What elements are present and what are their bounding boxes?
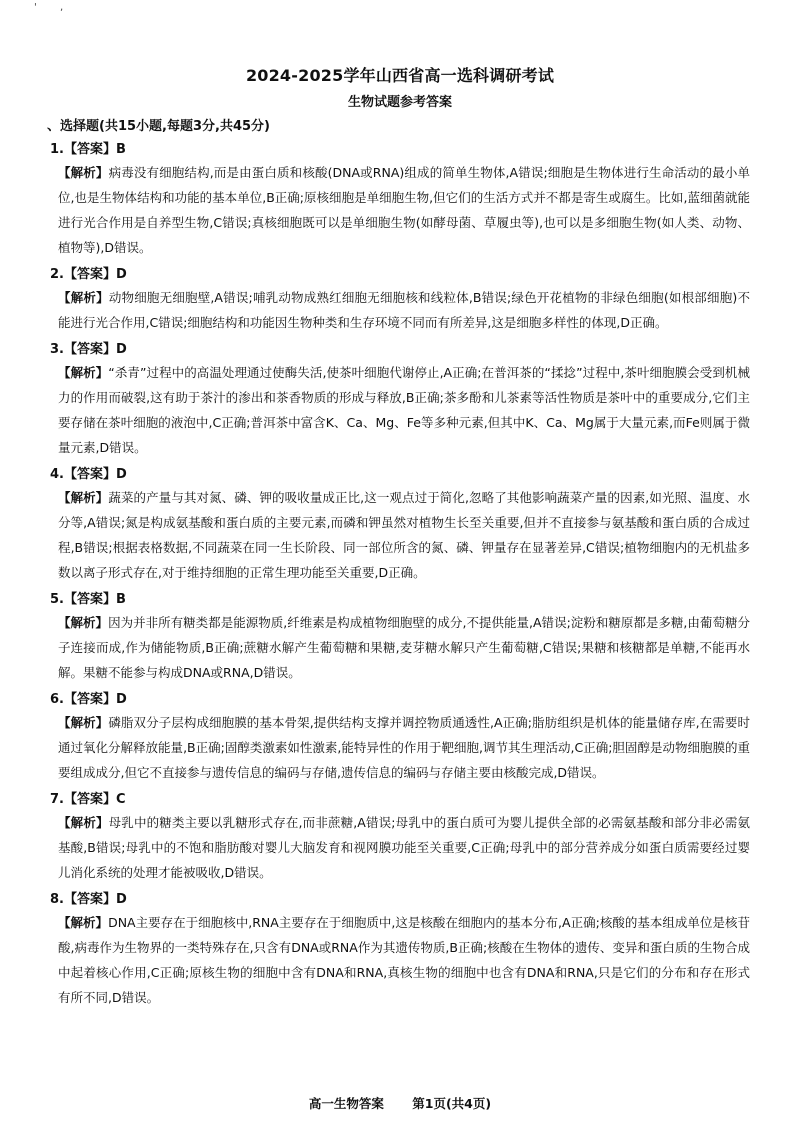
answer-item-6 [50, 689, 750, 785]
answer-item-3 [50, 339, 750, 460]
answer-list [50, 139, 750, 1014]
explanation [58, 710, 750, 785]
explanation-text: 母乳中的糖类主要以乳糖形式存在,而非蔗糖,A错误;母乳中的蛋白质可为婴儿提供全部的必需氨基酸和部分非必需氨基酸,B错误;母乳中的不饱和脂肪酸对婴儿大脑发育和视网膜功能至关重要,C正确;母乳中的部分营养成分如蛋白质需要经过婴儿消化系统的处理才能被吸收,D错误。 [58, 815, 750, 880]
answer-item-4 [50, 464, 750, 585]
explanation-text: 蔬菜的产量与其对氮、磷、钾的吸收量成正比,这一观点过于简化,忽略了其他影响蔬菜产量的因素,如光照、温度、水分等,A错误;氮是构成氨基酸和蛋白质的主要元素,而磷和钾虽然对植物生长至关重要,但并不直接参与氨基酸和蛋白质的合成过程,B错误;根据表格数据,不同蔬菜在同一生长阶段、同一部位所含的氮、磷、钾量存在显著差异,C错误;植物细胞内的无机盐多数以离子形式存在,对于维持细胞的正常生理功能至关重要,D正确。 [58, 490, 750, 580]
section-heading: 、选择题(共15小题,每题3分,共45分) [47, 119, 270, 134]
explanation-text: “杀青”过程中的高温处理通过使酶失活,使茶叶细胞代谢停止,A正确;在普洱茶的“揉捻”过程中,茶叶细胞膜会受到机械力的作用而破裂,这有助于茶汁的渗出和茶香物质的形成与释放,B正确;茶多酚和儿茶素等活性物质是茶叶中的重要成分,它们主要存储在茶叶细胞的液泡中,C正确;普洱茶中富含K、Ca、Mg、Fe等多种元素,但其中K、Ca、Mg属于大量元素,而Fe则属于微量元素,D错误。 [58, 365, 750, 455]
answer-item-8 [50, 889, 750, 1010]
explanation-tag: 【解析】 [58, 165, 109, 180]
answer-label: 7.【答案】C [50, 792, 126, 807]
explanation [58, 285, 750, 335]
answer-label: 8.【答案】D [50, 892, 127, 907]
explanation-tag: 【解析】 [58, 915, 109, 930]
explanation-text: 病毒没有细胞结构,而是由蛋白质和核酸(DNA或RNA)组成的简单生物体,A错误;细胞是生物体进行生命活动的最小单位,也是生物体结构和功能的基本单位,B正确;原核细胞是单细胞生物,但它们的生活方式并不都是寄生或腐生。比如,蓝细菌就能进行光合作用是自养型生物,C错误;真核细胞既可以是单细胞生物(如酵母菌、草履虫等),也可以是多细胞生物(如人类、动物、植物等),D错误。 [58, 165, 750, 255]
explanation-tag: 【解析】 [58, 615, 109, 630]
explanation-tag: 【解析】 [58, 365, 109, 380]
answer-label: 5.【答案】B [50, 592, 126, 607]
answer-item-1 [50, 139, 750, 260]
page-subtitle: 生物试题参考答案 [347, 95, 452, 110]
explanation [58, 160, 750, 260]
explanation-text: 动物细胞无细胞壁,A错误;哺乳动物成熟红细胞无细胞核和线粒体,B错误;绿色开花植物的非绿色细胞(如根部细胞)不能进行光合作用,C错误;细胞结构和功能因生物种类和生存环境不同而有所差异,这是细胞多样性的体现,D正确。 [58, 290, 750, 330]
explanation [58, 810, 750, 885]
explanation [58, 910, 750, 1010]
answer-label: 4.【答案】D [50, 467, 127, 482]
page-footer [0, 1094, 800, 1112]
scan-mark: ' [34, 2, 37, 13]
explanation [58, 485, 750, 585]
answer-label: 2.【答案】D [50, 267, 127, 282]
footer-page-number: 第1页(共4页) [412, 1096, 492, 1111]
explanation-tag: 【解析】 [58, 290, 109, 305]
explanation [58, 360, 750, 460]
footer-subject: 高一生物答案 [308, 1096, 384, 1111]
explanation [58, 610, 750, 685]
scan-mark: , [60, 2, 64, 13]
explanation-tag: 【解析】 [58, 490, 109, 505]
answer-label: 3.【答案】D [50, 342, 127, 357]
answer-item-7 [50, 789, 750, 885]
answer-label: 6.【答案】D [50, 692, 127, 707]
page-title: 2024-2025学年山西省高一选科调研考试 [245, 66, 555, 85]
explanation-tag: 【解析】 [58, 715, 109, 730]
explanation-text: 磷脂双分子层构成细胞膜的基本骨架,提供结构支撑并调控物质通透性,A正确;脂肪组织是机体的能量储存库,在需要时通过氧化分解释放能量,B正确;固醇类激素如性激素,能特异性的作用于靶细胞,调节其生理活动,C正确;胆固醇是动物细胞膜的重要组成成分,但它不直接参与遗传信息的编码与存储,遗传信息的编码与存储主要由核酸完成,D错误。 [58, 715, 750, 780]
answer-item-5 [50, 589, 750, 685]
explanation-text: 因为并非所有糖类都是能源物质,纤维素是构成植物细胞壁的成分,不提供能量,A错误;淀粉和糖原都是多糖,由葡萄糖分子连接而成,作为储能物质,B正确;蔗糖水解产生葡萄糖和果糖,麦芽糖水解只产生葡萄糖,C错误;果糖和核糖都是单糖,不能再水解。果糖不能参与构成DNA或RNA,D错误。 [58, 615, 750, 680]
explanation-tag: 【解析】 [58, 815, 109, 830]
answer-label: 1.【答案】B [50, 142, 126, 157]
answer-item-2 [50, 264, 750, 335]
explanation-text: DNA主要存在于细胞核中,RNA主要存在于细胞质中,这是核酸在细胞内的基本分布,A正确;核酸的基本组成单位是核苷酸,病毒作为生物界的一类特殊存在,只含有DNA或RNA作为其遗传物质,B正确;核酸在生物体的遗传、变异和蛋白质的生物合成中起着核心作用,C正确;原核生物的细胞中含有DNA和RNA,真核生物的细胞中也含有DNA和RNA,只是它们的分布和存在形式有所不同,D错误。 [58, 915, 750, 1005]
